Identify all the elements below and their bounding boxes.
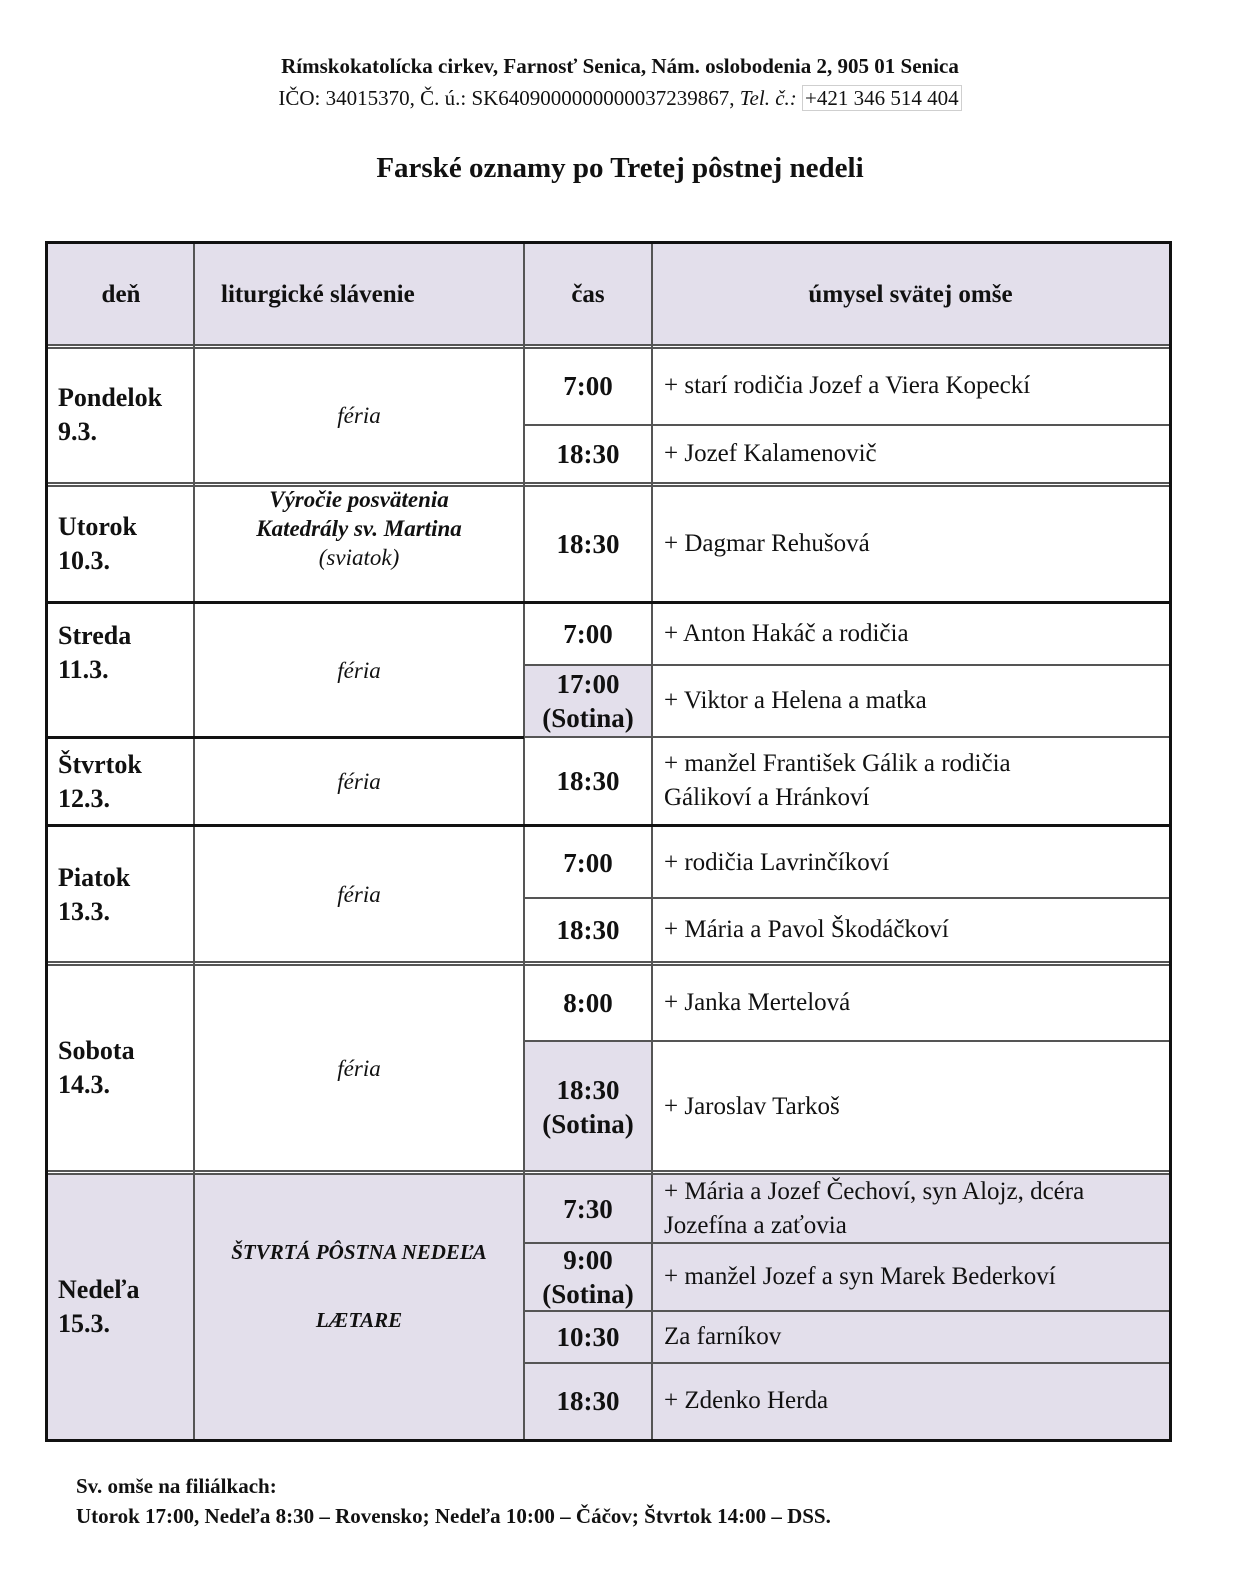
mass-intention: + starí rodičia Jozef a Viera Kopeckí <box>664 372 1031 399</box>
day-name: Piatok <box>58 862 131 892</box>
col-header-intention: úmysel svätej omše <box>808 280 1013 308</box>
col-header-day: deň <box>101 280 141 308</box>
intention-line: Gálikoví a Hránkoví <box>664 784 870 811</box>
parish-ids <box>0 86 1240 111</box>
celebration-cell <box>194 827 524 962</box>
day-name: Nedeľa <box>58 1274 140 1304</box>
mass-time: 8:00 <box>563 988 613 1018</box>
mass-intention: + Jaroslav Tarkoš <box>664 1092 840 1120</box>
day-cell-piatok <box>48 827 194 962</box>
celebration-cell <box>194 603 524 737</box>
day-cell-streda <box>48 603 194 737</box>
celebration-text: féria <box>337 769 381 794</box>
mass-intention: + Jozef Kalamenovič <box>664 440 877 467</box>
intention-line: + manžel František Gálik a rodičia <box>664 750 1011 777</box>
mass-intention: + Zdenko Herda <box>664 1387 829 1414</box>
tel-label: Tel. č.: <box>739 86 797 110</box>
celebration-line: Výročie posvätenia <box>269 487 449 512</box>
day-date: 12.3. <box>58 783 110 813</box>
filial-masses-heading: Sv. omše na filiálkach: <box>76 1474 277 1498</box>
mass-intention: Za farníkov <box>664 1323 782 1350</box>
day-date: 9.3. <box>58 417 97 446</box>
celebration-line: Katedrály sv. Martina <box>256 516 462 541</box>
mass-time: 9:00 <box>563 1245 613 1275</box>
day-name: Štvrtok <box>58 749 142 779</box>
mass-time: 18:30 <box>556 528 620 559</box>
day-date: 15.3. <box>58 1308 110 1338</box>
mass-time: 7:00 <box>563 619 613 649</box>
celebration-cell <box>194 347 524 483</box>
celebration-cell <box>194 965 524 1171</box>
day-name: Streda <box>58 621 132 650</box>
day-cell-sobota <box>48 965 194 1171</box>
parish-address: Rímskokatolícka cirkev, Farnosť Senica, Nám. oslobodenia 2, 905 01 Senica <box>281 54 959 78</box>
col-header-celebration: liturgické slávenie <box>221 280 415 308</box>
mass-time: 7:00 <box>563 847 613 878</box>
mass-intention <box>652 737 1169 825</box>
mass-time: 18:30 <box>556 439 620 469</box>
day-cell-pondelok <box>48 347 194 483</box>
day-date: 13.3. <box>58 896 110 926</box>
day-cell-nedela <box>48 1174 194 1439</box>
celebration-text: féria <box>337 1055 381 1081</box>
celebration-text: féria <box>337 657 381 683</box>
filial-masses-text: Utorok 17:00, Nedeľa 8:30 – Rovensko; Nedeľa 10:00 – Čáčov; Štvrtok 14:00 – DSS. <box>76 1504 831 1528</box>
mass-time: 18:30 <box>556 915 620 945</box>
day-name: Sobota <box>58 1036 135 1065</box>
celebration-text: féria <box>337 882 381 907</box>
phone-number[interactable]: +421 346 514 404 <box>802 85 962 111</box>
mass-place: (Sotina) <box>542 1279 634 1309</box>
mass-time: 7:30 <box>563 1193 613 1224</box>
day-date: 10.3. <box>58 545 110 575</box>
celebration-text: féria <box>337 402 381 428</box>
mass-intention: + Viktor a Helena a matka <box>664 687 927 714</box>
celebration-cell <box>194 738 524 825</box>
intention-line: + Mária a Jozef Čechoví, syn Alojz, dcéra <box>664 1177 1085 1205</box>
day-date: 11.3. <box>58 655 109 684</box>
col-header-time: čas <box>571 280 605 308</box>
celebration-cell <box>194 485 524 602</box>
mass-time: 18:30 <box>556 1074 620 1105</box>
celebration-line: LÆTARE <box>315 1308 403 1332</box>
page-title: Farské oznamy po Tretej pôstnej nedeli <box>376 152 864 184</box>
day-name: Pondelok <box>58 383 163 412</box>
celebration-rank: (sviatok) <box>318 545 400 570</box>
row-divider <box>48 344 1169 346</box>
mass-time-sotina <box>524 1042 652 1171</box>
celebration-cell-sunday <box>194 1174 524 1439</box>
mass-intention: + Mária a Pavol Škodáčkoví <box>664 916 949 943</box>
celebration-line: ŠTVRTÁ PÔSTNA NEDEĽA <box>231 1240 487 1264</box>
mass-time: 18:30 <box>556 1386 620 1416</box>
mass-time: 17:00 <box>556 669 620 699</box>
day-date: 14.3. <box>58 1070 110 1099</box>
mass-time: 10:30 <box>556 1322 620 1352</box>
intention-line: Jozefína a zaťovia <box>664 1211 847 1239</box>
mass-intention: + rodičia Lavrinčíkoví <box>664 848 890 876</box>
day-name: Utorok <box>58 511 137 541</box>
mass-place: (Sotina) <box>542 703 634 733</box>
mass-schedule-table <box>45 241 1172 1442</box>
mass-intention: + manžel Jozef a syn Marek Bederkoví <box>664 1263 1056 1290</box>
mass-intention: + Janka Mertelová <box>664 989 851 1016</box>
mass-time: 18:30 <box>556 766 620 796</box>
ids-text: IČO: 34015370, Č. ú.: SK6409000000000037239867, <box>278 86 740 110</box>
mass-time-sotina <box>524 1243 652 1311</box>
mass-time-sotina <box>524 665 652 737</box>
mass-intention <box>652 1174 1169 1243</box>
day-cell-stvrtok <box>48 738 194 825</box>
mass-place: (Sotina) <box>542 1108 634 1139</box>
mass-intention: + Anton Hakáč a rodičia <box>664 620 909 647</box>
mass-time: 7:00 <box>563 371 613 401</box>
day-cell-utorok <box>48 485 194 602</box>
mass-intention: + Dagmar Rehušová <box>664 529 870 557</box>
